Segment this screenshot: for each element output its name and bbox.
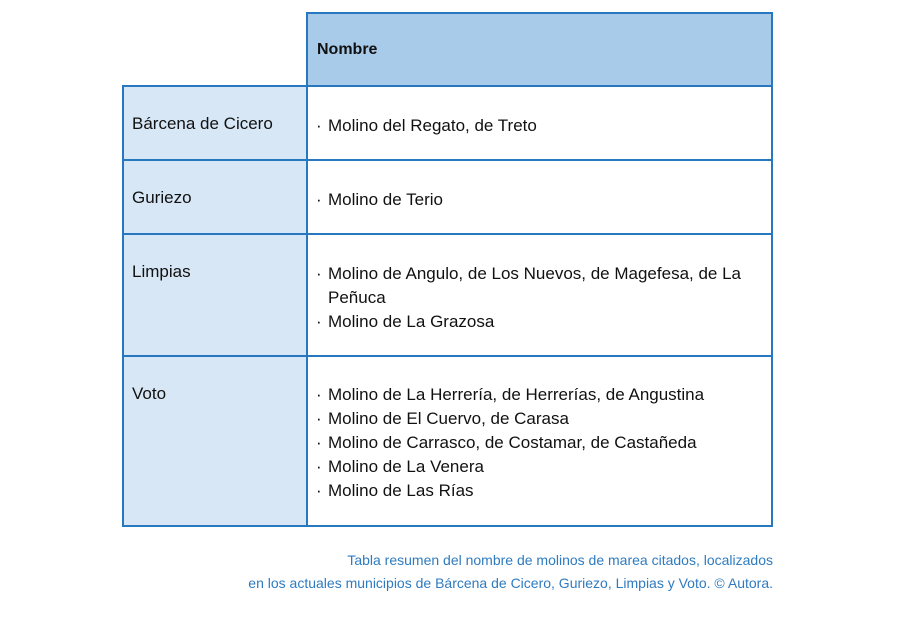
table-row-guriezo-municipality — [122, 159, 308, 235]
caption-line-2: en los actuales municipios de Bárcena de Cicero, Guriezo, Limpias y Voto. © Autora. — [248, 575, 773, 591]
table-row-voto-municipality — [122, 355, 308, 527]
mill-list — [316, 114, 765, 138]
table-header-name — [306, 12, 773, 87]
table-row-guriezo-mills — [306, 159, 773, 235]
list-item: · Molino del Regato, de Treto — [316, 114, 765, 138]
header-label: Nombre — [317, 41, 378, 58]
municipality-label: Guriezo — [132, 188, 192, 207]
table-row-limpias-municipality — [122, 233, 308, 357]
caption-line-1: Tabla resumen del nombre de molinos de marea citados, localizados — [347, 552, 773, 568]
list-item: · Molino de Las Rías — [316, 479, 765, 503]
mill-list — [316, 383, 765, 503]
list-item: · Molino de El Cuervo, de Carasa — [316, 407, 765, 431]
municipality-label: Limpias — [132, 262, 191, 281]
municipality-label: Voto — [132, 384, 167, 403]
list-item: · Molino de Carrasco, de Costamar, de Castañeda — [316, 431, 765, 455]
list-item: · Molino de La Herrería, de Herrerías, de Angustina — [316, 383, 765, 407]
table-row-barcena-municipality — [122, 85, 308, 161]
list-item: · Molino de La Venera — [316, 455, 765, 479]
mill-list — [316, 262, 765, 334]
table-row-limpias-mills — [306, 233, 773, 357]
municipality-label: Bárcena de Cicero — [132, 114, 273, 133]
table-row-barcena-mills — [306, 85, 773, 161]
list-item: · Molino de Terio — [316, 188, 765, 212]
table-caption — [133, 549, 773, 595]
mill-list — [316, 188, 765, 212]
list-item: · Molino de Angulo, de Los Nuevos, de Magefesa, de La Peñuca — [316, 262, 765, 310]
table-row-voto-mills — [306, 355, 773, 527]
list-item: · Molino de La Grazosa — [316, 310, 765, 334]
